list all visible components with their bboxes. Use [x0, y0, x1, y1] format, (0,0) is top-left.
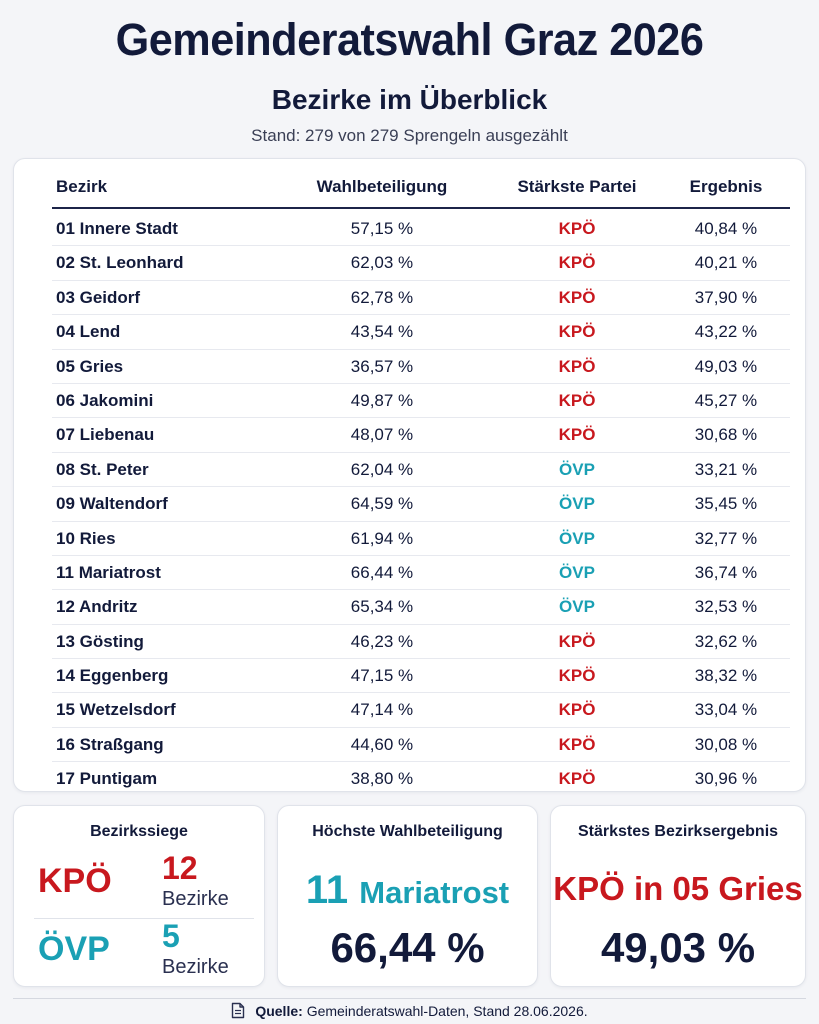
siege-kpo-unit: Bezirke: [162, 888, 229, 910]
table-row: [52, 659, 790, 693]
cell-partei: ÖVP: [559, 494, 595, 514]
cell-bezirk: 02 St. Leonhard: [56, 253, 184, 273]
cell-partei: KPÖ: [558, 425, 596, 445]
ergebnis-value: 49,03 %: [600, 924, 756, 971]
cell-wahlbeteiligung: 47,14 %: [350, 700, 414, 720]
column-header-wahlbeteiligung: Wahlbeteiligung: [316, 177, 448, 196]
cell-partei: KPÖ: [558, 666, 596, 686]
cell-wahlbeteiligung: 36,57 %: [350, 356, 414, 376]
cell-bezirk: 05 Gries: [56, 356, 124, 376]
table-row: [52, 762, 790, 796]
cell-bezirk: 15 Wetzelsdorf: [56, 700, 176, 720]
page-title: Gemeinderatswahl Graz 2026: [115, 14, 704, 65]
column-header-ergebnis: Ergebnis: [689, 177, 763, 196]
cell-partei: ÖVP: [559, 528, 595, 548]
cell-partei: KPÖ: [558, 769, 596, 789]
siege-ovp-unit: Bezirke: [162, 956, 229, 978]
beteiligung-district-name: Mariatrost: [359, 875, 510, 910]
cell-wahlbeteiligung: 38,80 %: [350, 769, 414, 789]
cell-wahlbeteiligung: 43,54 %: [350, 322, 414, 342]
count-status: Stand: 279 von 279 Sprengeln ausgezählt: [251, 126, 568, 145]
cell-ergebnis: 40,21 %: [694, 253, 758, 273]
cell-partei: KPÖ: [558, 734, 596, 754]
bezirkssiege-title: Bezirkssiege: [90, 823, 188, 840]
cell-wahlbeteiligung: 61,94 %: [350, 528, 414, 548]
table-row: [52, 522, 790, 556]
table-row: [52, 590, 790, 624]
table-row: [52, 453, 790, 487]
beteiligung-value: 66,44 %: [330, 924, 485, 971]
hoechste-beteiligung-card: [277, 805, 538, 987]
beteiligung-district-number: 11: [305, 868, 349, 912]
cell-ergebnis: 40,84 %: [694, 219, 758, 238]
cell-ergebnis: 32,62 %: [694, 631, 758, 651]
column-header-partei: Stärkste Partei: [517, 177, 637, 196]
cell-bezirk: 07 Liebenau: [56, 425, 155, 445]
cell-ergebnis: 30,68 %: [694, 425, 758, 445]
table-row: [52, 212, 790, 246]
cell-wahlbeteiligung: 62,03 %: [350, 253, 414, 273]
cell-partei: KPÖ: [558, 700, 596, 720]
cell-bezirk: 06 Jakomini: [56, 390, 154, 410]
table-row: [52, 418, 790, 452]
table-row: [52, 693, 790, 727]
cell-wahlbeteiligung: 48,07 %: [350, 425, 414, 445]
cell-partei: ÖVP: [559, 459, 595, 479]
document-icon: [231, 1002, 245, 1022]
cell-ergebnis: 30,08 %: [694, 734, 758, 754]
cell-partei: ÖVP: [559, 597, 595, 617]
siege-kpo-count: 12: [162, 850, 198, 886]
cell-bezirk: 08 St. Peter: [56, 459, 149, 479]
cell-ergebnis: 49,03 %: [694, 356, 758, 376]
cell-bezirk: 13 Gösting: [56, 631, 144, 651]
siege-divider: [34, 918, 254, 919]
cell-ergebnis: 33,04 %: [694, 700, 758, 720]
cell-bezirk: 14 Eggenberg: [56, 666, 169, 686]
cell-ergebnis: 38,32 %: [694, 666, 758, 686]
cell-ergebnis: 35,45 %: [694, 494, 758, 514]
table-row: [52, 384, 790, 418]
beteiligung-district: [278, 868, 537, 913]
siege-kpo-party: KPÖ: [38, 862, 112, 900]
cell-bezirk: 12 Andritz: [56, 597, 138, 617]
cell-wahlbeteiligung: 66,44 %: [350, 562, 414, 582]
cell-partei: KPÖ: [558, 219, 596, 238]
table-row: [52, 281, 790, 315]
cell-ergebnis: 33,21 %: [694, 459, 758, 479]
column-header-bezirk: Bezirk: [56, 177, 108, 196]
cell-wahlbeteiligung: 46,23 %: [350, 631, 414, 651]
cell-bezirk: 09 Waltendorf: [56, 494, 168, 514]
cell-bezirk: 11 Mariatrost: [56, 562, 161, 582]
cell-partei: KPÖ: [558, 253, 596, 273]
beteiligung-title: Höchste Wahlbeteiligung: [312, 823, 503, 840]
cell-wahlbeteiligung: 62,78 %: [350, 287, 414, 307]
ergebnis-headline: KPÖ in 05 Gries: [553, 870, 803, 907]
cell-ergebnis: 45,27 %: [694, 390, 758, 410]
source-text: Gemeinderatswahl-Daten, Stand 28.06.2026.: [306, 1003, 588, 1019]
cell-partei: KPÖ: [558, 390, 596, 410]
cell-ergebnis: 36,74 %: [694, 562, 758, 582]
cell-wahlbeteiligung: 49,87 %: [350, 390, 414, 410]
table-row: [52, 246, 790, 280]
table-row: [52, 487, 790, 521]
results-table: [13, 158, 806, 792]
source-footer: [0, 1002, 819, 1022]
cell-ergebnis: 30,96 %: [694, 769, 758, 789]
bezirkssiege-card: [13, 805, 265, 987]
siege-ovp-party: ÖVP: [38, 930, 110, 968]
cell-wahlbeteiligung: 57,15 %: [350, 219, 414, 238]
table-row: [52, 625, 790, 659]
staerkstes-ergebnis-card: [550, 805, 806, 987]
cell-wahlbeteiligung: 44,60 %: [350, 734, 414, 754]
table-row: [52, 315, 790, 349]
siege-ovp-count: 5: [162, 918, 180, 954]
cell-ergebnis: 43,22 %: [694, 322, 758, 342]
cell-bezirk: 04 Lend: [56, 322, 121, 342]
table-header: [52, 159, 790, 209]
cell-wahlbeteiligung: 65,34 %: [350, 597, 414, 617]
page-subtitle: Bezirke im Überblick: [271, 84, 548, 115]
footer-divider: [13, 998, 806, 999]
cell-partei: KPÖ: [558, 356, 596, 376]
cell-bezirk: 16 Straßgang: [56, 734, 164, 754]
cell-partei: KPÖ: [558, 631, 596, 651]
table-body: [52, 212, 790, 797]
cell-ergebnis: 32,53 %: [694, 597, 758, 617]
source-label: Quelle:: [255, 1003, 303, 1019]
table-row: [52, 556, 790, 590]
cell-wahlbeteiligung: 62,04 %: [350, 459, 414, 479]
cell-bezirk: 03 Geidorf: [56, 287, 141, 307]
cell-partei: ÖVP: [559, 562, 595, 582]
cell-wahlbeteiligung: 64,59 %: [350, 494, 414, 514]
cell-partei: KPÖ: [558, 322, 596, 342]
cell-wahlbeteiligung: 47,15 %: [350, 666, 414, 686]
cell-bezirk: 10 Ries: [56, 528, 116, 548]
cell-ergebnis: 32,77 %: [694, 528, 758, 548]
cell-partei: KPÖ: [558, 287, 596, 307]
cell-bezirk: 17 Puntigam: [56, 769, 158, 789]
table-row: [52, 728, 790, 762]
ergebnis-title: Stärkstes Bezirksergebnis: [577, 823, 779, 840]
cell-bezirk: 01 Innere Stadt: [56, 219, 178, 238]
table-row: [52, 350, 790, 384]
cell-ergebnis: 37,90 %: [694, 287, 758, 307]
